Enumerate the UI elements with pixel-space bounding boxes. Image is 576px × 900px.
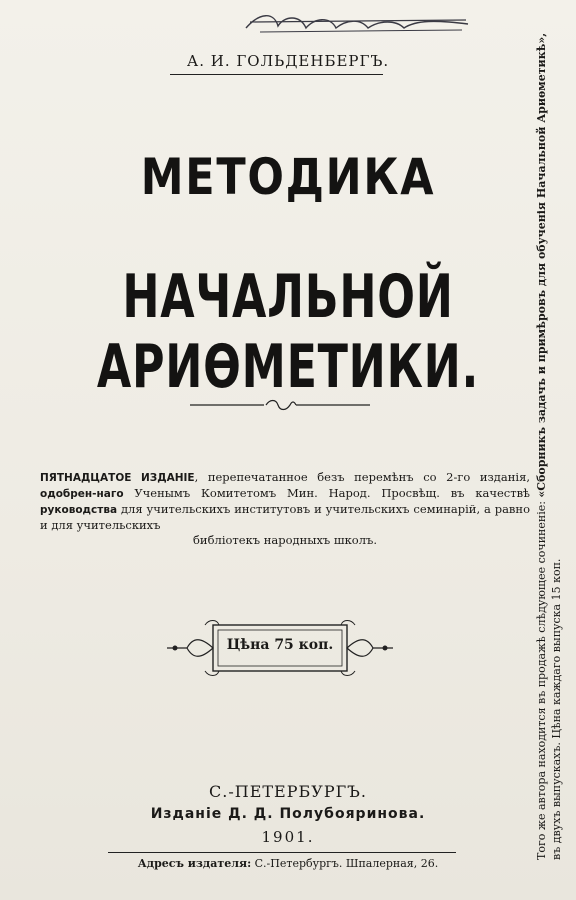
edition-text-2: Ученымъ Комитетомъ Мин. Народ. Просвѣщ. въ качествѣ xyxy=(123,486,530,500)
ornamental-divider xyxy=(190,398,370,412)
edition-label: ПЯТНАДЦАТОЕ ИЗДАНІЕ xyxy=(40,472,195,484)
side-advertisement xyxy=(534,30,566,860)
address-rule xyxy=(108,852,456,853)
title-line-2: НАЧАЛЬНОЙ АРИѲМЕТИКИ. xyxy=(96,262,480,402)
address-label: Адресъ издателя: xyxy=(137,857,252,870)
title-line-1: МЕТОДИКА xyxy=(140,148,436,206)
edition-last-line: библіотекъ народныхъ школъ. xyxy=(193,533,377,547)
address-value: С.-Петербургъ. Шпалерная, 26. xyxy=(251,857,439,870)
city: С.-ПЕТЕРБУРГЪ. xyxy=(209,782,367,801)
guide-word: руководства xyxy=(40,504,118,516)
price-label: Цѣна 75 коп. xyxy=(226,637,334,653)
side-line-1 xyxy=(534,30,549,860)
handwritten-signature xyxy=(240,8,472,38)
author-name: А. И. ГОЛЬДЕНБЕРГЪ. xyxy=(186,52,390,70)
edition-paragraph xyxy=(40,470,530,548)
side-line-1-text: Того же автора находится въ продажѣ слѣдующее сочиненіе: xyxy=(535,497,548,860)
approved-word: одобрен-наго xyxy=(40,488,124,500)
edition-text-3: для учительскихъ институтовъ и учительскихъ семинарій, а равно и для учительскихъ xyxy=(40,502,530,532)
publisher: Изданіе Д. Д. Полубояринова. xyxy=(150,806,426,822)
publisher-address xyxy=(0,857,576,870)
side-line-2: въ двухъ выпускахъ. Цѣна каждаго выпуска 15 коп. xyxy=(550,558,563,860)
edition-text-1: , перепечатанное безъ перемѣнъ со 2-го изданія, xyxy=(194,470,530,484)
side-line-1-book: «Сборникъ задачъ и примѣровъ для обученія Начальной Ариѳметикѣ», xyxy=(535,32,548,498)
year: 1901. xyxy=(261,828,315,846)
author-underline xyxy=(170,74,383,75)
